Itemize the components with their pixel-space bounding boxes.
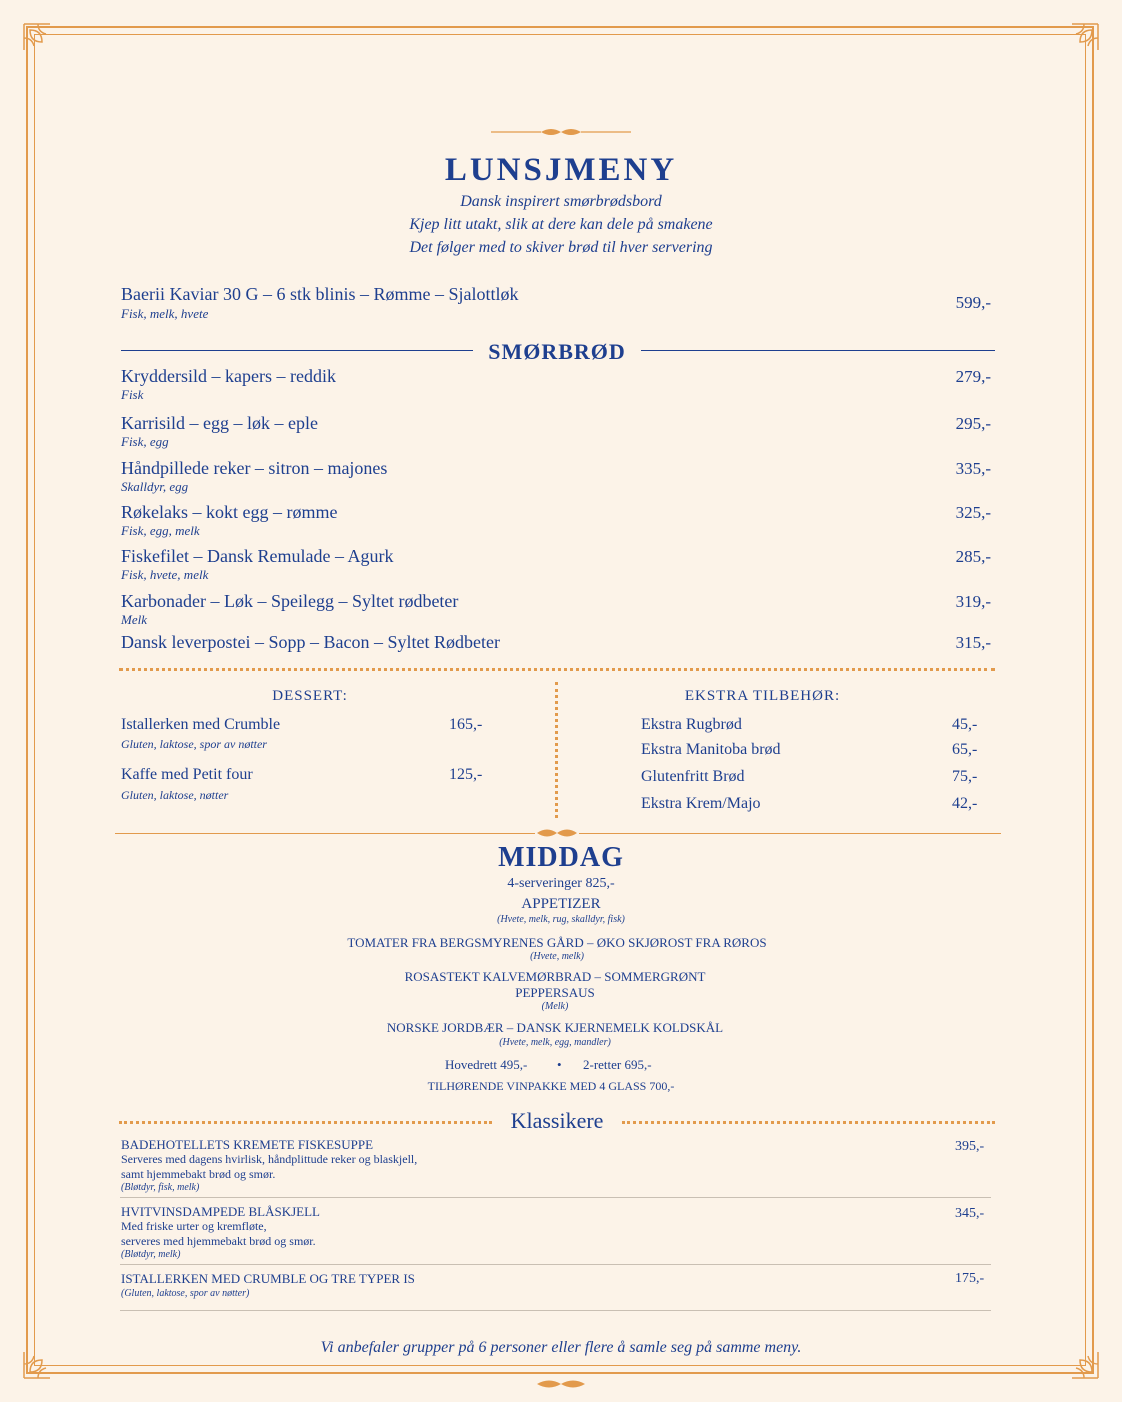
dotted-divider: [119, 668, 995, 671]
course-name: PEPPERSAUS: [515, 985, 595, 1000]
divider-line: [121, 350, 473, 351]
list-item: Kryddersild – kapers – reddik: [121, 366, 336, 386]
corner-ornament-icon: [20, 20, 66, 66]
item-allergens: Gluten, laktose, nøtter: [121, 788, 229, 802]
smorbrod-heading: SMØRBRØD: [488, 339, 626, 364]
list-item: Glutenfritt Brød: [641, 768, 745, 785]
item-allergens: Gluten, laktose, spor av nøtter: [121, 737, 267, 751]
lunch-subtitle: Kjep litt utakt, slik at dere kan dele på smakene: [409, 216, 713, 233]
flourish-icon: [535, 825, 579, 841]
list-item: Ekstra Krem/Majo: [641, 795, 761, 812]
option-two-courses: 2-retter 695,-: [583, 1057, 652, 1072]
item-price: 335,-: [955, 459, 991, 478]
dotted-divider: [622, 1121, 995, 1124]
item-description: serveres med hjemmebakt brød og smør.: [121, 1234, 316, 1248]
divider-line: [579, 833, 1001, 834]
course-name: ROSASTEKT KALVEMØRBRAD – SOMMERGRØNT: [404, 969, 706, 984]
dotted-column-divider: [555, 682, 558, 818]
item-allergens: Fisk: [121, 387, 144, 402]
row-divider: [120, 1197, 991, 1198]
item-price: 42,-: [952, 795, 978, 812]
list-item: BADEHOTELLETS KREMETE FISKESUPPE: [121, 1137, 374, 1152]
item-price: 45,-: [952, 716, 978, 733]
divider-line: [641, 350, 995, 351]
item-price: 325,-: [955, 503, 991, 522]
list-item: Ekstra Manitoba brød: [641, 741, 781, 758]
option-bullet: •: [557, 1057, 562, 1072]
lunch-subtitle: Dansk inspirert smørbrødsbord: [460, 193, 662, 210]
list-item: Istallerken med Crumble: [121, 716, 281, 733]
item-allergens: Fisk, hvete, melk: [121, 567, 209, 582]
list-item: Karbonader – Løk – Speilegg – Syltet rødbeter: [121, 591, 459, 611]
dinner-price-line: 4-serveringer 825,-: [507, 876, 615, 891]
item-allergens: (Bløtdyr, fisk, melk): [121, 1182, 200, 1193]
list-item: Røkelaks – kokt egg – rømme: [121, 502, 338, 522]
list-item: Dansk leverpostei – Sopp – Bacon – Syltet Rødbeter: [121, 632, 500, 652]
list-item: Håndpillede reker – sitron – majones: [121, 458, 388, 478]
dotted-divider: [119, 1121, 492, 1124]
item-allergens: Fisk, egg: [121, 434, 169, 449]
item-price: 295,-: [955, 414, 991, 433]
appetizer-allergens: (Hvete, melk, rug, skalldyr, fisk): [497, 914, 625, 925]
item-allergens: Fisk, egg, melk: [121, 523, 200, 538]
course-allergens: (Hvete, melk, egg, mandler): [499, 1037, 611, 1048]
course-allergens: (Hvete, melk): [530, 951, 584, 962]
item-price: 285,-: [955, 547, 991, 566]
lunch-subtitle: Det følger med to skiver brød til hver servering: [409, 239, 713, 256]
item-allergens: (Gluten, laktose, spor av nøtter): [121, 1288, 250, 1299]
item-description: samt hjemmebakt brød og smør.: [121, 1167, 276, 1181]
item-price: 315,-: [955, 633, 991, 652]
list-item: Ekstra Rugbrød: [641, 716, 742, 733]
item-description: Med friske urter og kremfløte,: [121, 1219, 267, 1233]
row-divider: [120, 1310, 991, 1311]
course-name: NORSKE JORDBÆR – DANSK KJERNEMELK KOLDSKÅL: [386, 1020, 724, 1035]
wine-package: TILHØRENDE VINPAKKE MED 4 GLASS 700,-: [427, 1079, 675, 1093]
list-item: Kaffe med Petit four: [121, 766, 253, 783]
caviar-allergens: Fisk, melk, hvete: [121, 306, 209, 321]
item-price: 65,-: [952, 741, 978, 758]
item-price: 319,-: [955, 592, 991, 611]
item-price: 345,-: [955, 1206, 985, 1221]
lunch-title: LUNSJMENY: [444, 152, 678, 188]
item-allergens: Skalldyr, egg: [121, 479, 189, 494]
appetizer-label: APPETIZER: [521, 896, 601, 912]
flourish-icon: [491, 124, 631, 140]
item-allergens: Melk: [121, 612, 147, 627]
list-item: HVITVINSDAMPEDE BLÅSKJELL: [121, 1204, 320, 1219]
item-price: 279,-: [955, 367, 991, 386]
caviar-price: 599,-: [955, 293, 991, 312]
course-allergens: (Melk): [541, 1001, 569, 1012]
item-price: 395,-: [955, 1139, 985, 1154]
extras-heading: EKSTRA TILBEHØR:: [684, 688, 841, 704]
item-description: Serveres med dagens hvirlisk, håndplittude reker og blaskjell,: [121, 1152, 418, 1166]
item-price: 165,-: [449, 716, 483, 733]
item-allergens: (Bløtdyr, melk): [121, 1249, 181, 1260]
corner-ornament-icon: [1056, 20, 1102, 66]
list-item: Fiskefilet – Dansk Remulade – Agurk: [121, 546, 394, 566]
footer-note: Vi anbefaler grupper på 6 personer eller flere å samle seg på samme meny.: [320, 1339, 802, 1356]
list-item: Karrisild – egg – løk – eple: [121, 413, 318, 433]
divider-line: [115, 833, 535, 834]
row-divider: [120, 1264, 991, 1265]
item-price: 75,-: [952, 768, 978, 785]
klassikere-heading: Klassikere: [510, 1108, 604, 1133]
flourish-icon: [535, 1376, 587, 1392]
course-name: TOMATER FRA BERGSMYRENES GÅRD – ØKO SKJØROST FRA RØROS: [347, 935, 767, 950]
list-item: ISTALLERKEN MED CRUMBLE OG TRE TYPER IS: [121, 1271, 415, 1286]
dessert-heading: DESSERT:: [272, 688, 348, 704]
dinner-title: MIDDAG: [498, 842, 624, 873]
option-main-course: Hovedrett 495,-: [445, 1057, 528, 1072]
item-price: 175,-: [955, 1271, 985, 1286]
item-price: 125,-: [449, 766, 483, 783]
caviar-name: Baerii Kaviar 30 G – 6 stk blinis – Rømme – Sjalottløk: [121, 284, 519, 304]
